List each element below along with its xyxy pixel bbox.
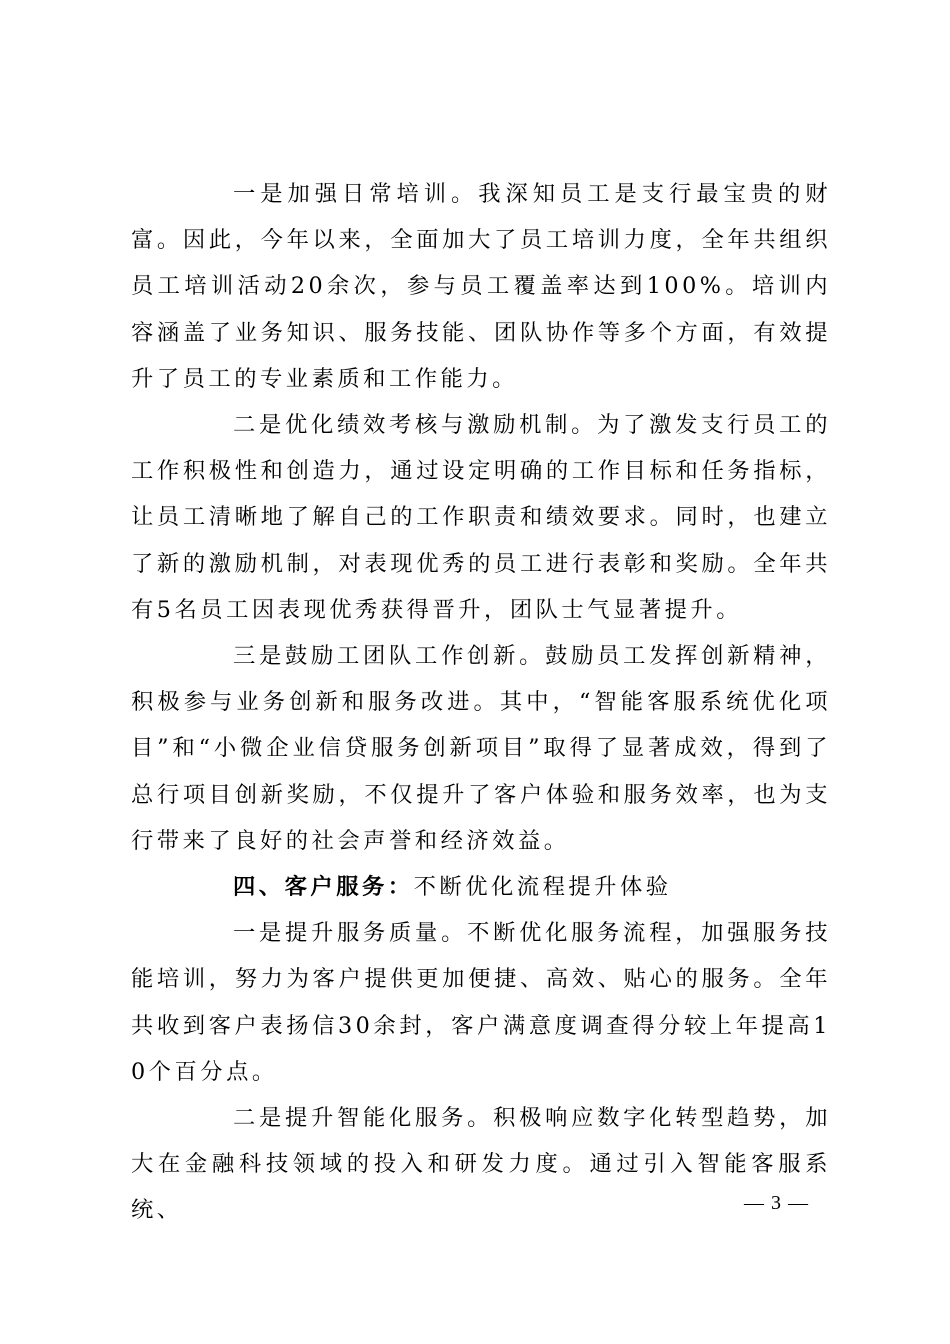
paragraph-performance: 二是优化绩效考核与激励机制。为了激发支行员工的工作积极性和创造力，通过设定明确的工作目标和任务指标，让员工清晰地了解自己的工作职责和绩效要求。同时，也建立了新的激励机制，对表现优秀的员工进行表彰和奖励。全年共有5名员工因表现优秀获得晋升，团队士气显著提升。 [131, 412, 831, 623]
paragraph-service-quality: 一是提升服务质量。不断优化服务流程，加强服务技能培训，努力为客户提供更加便捷、高效、贴心的服务。全年共收到客户表扬信30余封，客户满意度调查得分较上年提高10个百分点。 [131, 920, 831, 1085]
document-body [131, 171, 831, 1234]
paragraph-training: 一是加强日常培训。我深知员工是支行最宝贵的财富。因此，今年以来，全面加大了员工培训力度，全年共组织员工培训活动20余次，参与员工覆盖率达到100%。培训内容涵盖了业务知识、服务技能、团队协作等多个方面，有效提升了员工的专业素质和工作能力。 [131, 181, 831, 392]
section-heading-text: 不断优化流程提升体验 [413, 874, 672, 901]
section-heading-customer-service [131, 864, 831, 910]
section-heading-bold: 四、客户服务： [233, 874, 414, 901]
paragraph-smart-service: 二是提升智能化服务。积极响应数字化转型趋势，加大在金融科技领域的投入和研发力度。通过引入智能客服系统、 [131, 1105, 831, 1224]
page-number: — 3 — [744, 1192, 809, 1214]
paragraph-innovation: 三是鼓励工团队工作创新。鼓励员工发挥创新精神，积极参与业务创新和服务改进。其中，“智能客服系统优化项目”和“小微企业信贷服务创新项目”取得了显著成效，得到了总行项目创新奖励，不仅提升了客户体验和服务效率，也为支行带来了良好的社会声誉和经济效益。 [131, 643, 831, 854]
